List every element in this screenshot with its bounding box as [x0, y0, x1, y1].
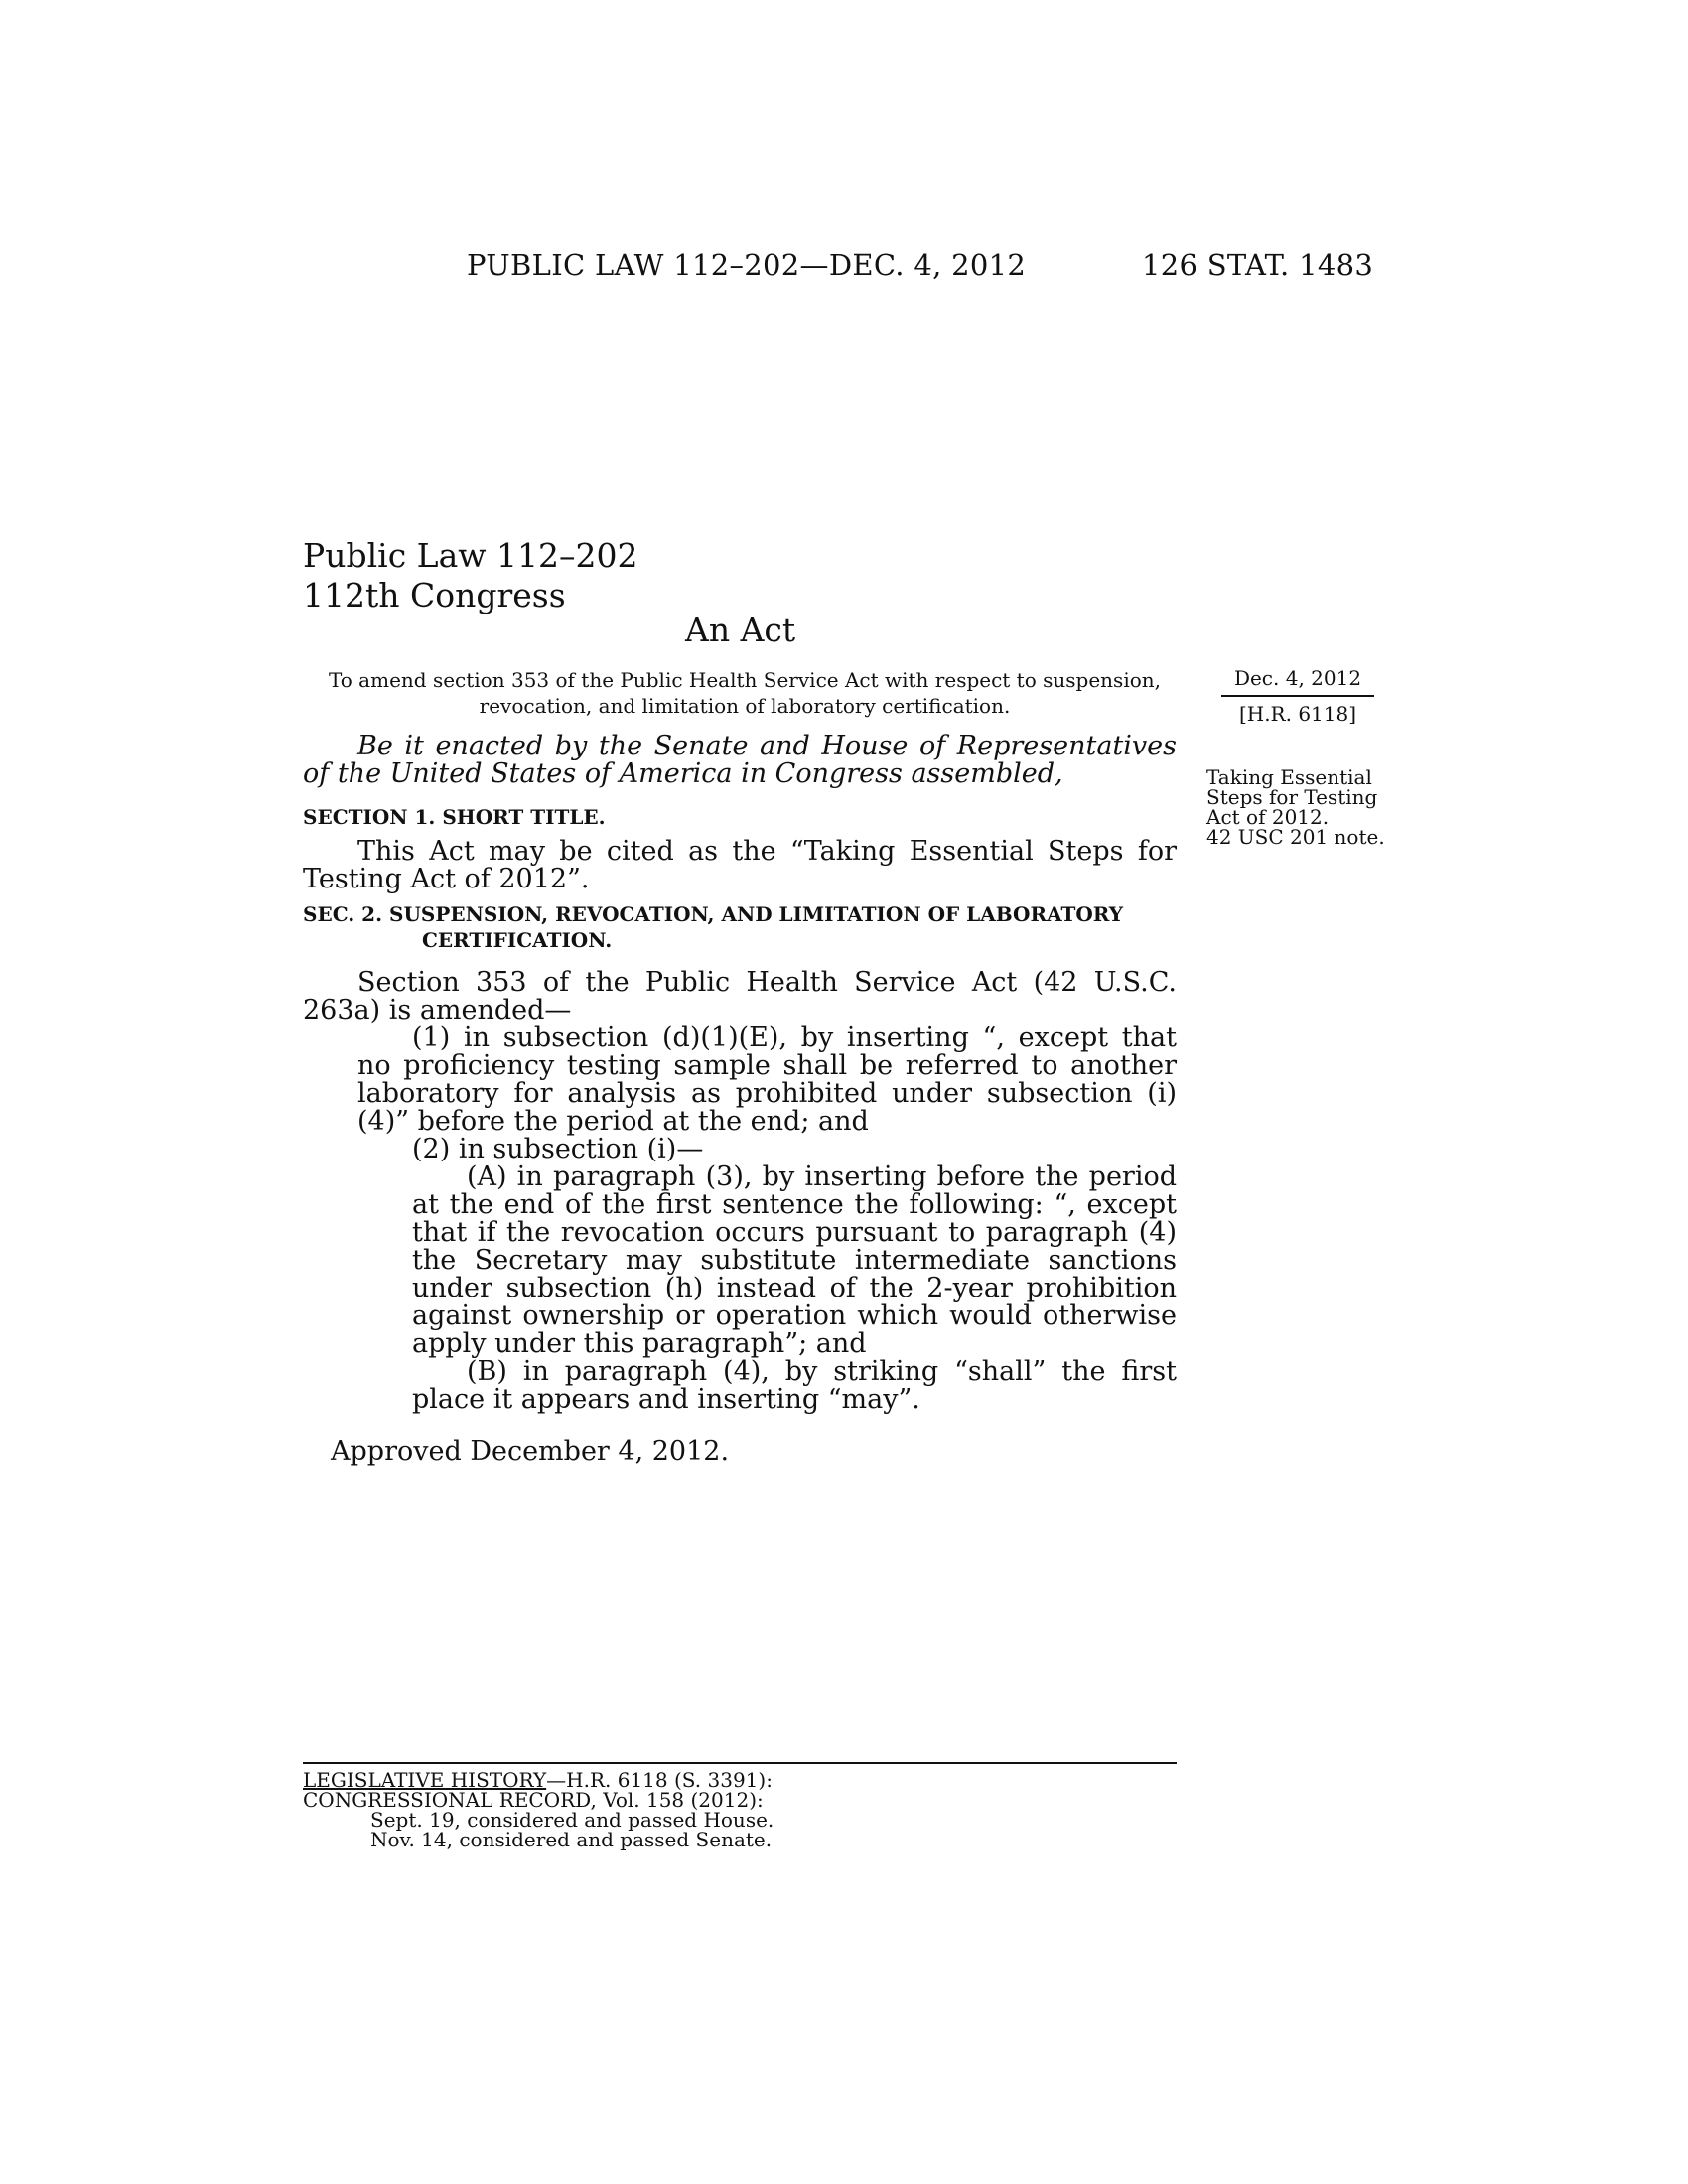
act-body: [303, 733, 1177, 1414]
footer-rule: [303, 1762, 1177, 1764]
legislative-history-heading: [303, 1770, 774, 1790]
margin-note: [1206, 767, 1395, 847]
section-1-heading: SECTION 1. SHORT TITLE.: [303, 805, 606, 829]
subparagraph-b: (B) in paragraph (4), by striking “shall” the first place it appears and inserting “may”.: [412, 1356, 1177, 1415]
paragraph-1: (1) in subsection (d)(1)(E), by inserting “, except that no proficiency testing sample shall be referred to another laboratory for analysis as prohibited under subsection (i)(4)” before the period at the end; and: [357, 1023, 1177, 1137]
purpose-line-2: revocation, and limitation of laboratory certification.: [479, 694, 1011, 718]
act-purpose: [323, 667, 1167, 719]
margin-note-line: Act of 2012.: [1206, 805, 1330, 829]
margin-date-block: [1221, 665, 1374, 727]
history-action: Nov. 14, considered and passed Senate.: [370, 1828, 773, 1851]
history-action: Sept. 19, considered and passed House.: [370, 1808, 774, 1832]
bill-reference: —H.R. 6118 (S. 3391):: [546, 1768, 773, 1792]
public-law-number: Public Law 112–202: [303, 536, 638, 575]
margin-note-line: Taking Essential: [1206, 765, 1372, 789]
running-head: PUBLIC LAW 112–202—DEC. 4, 2012: [467, 248, 1027, 282]
congress-number: 112th Congress: [303, 576, 566, 614]
margin-note-line: Steps for Testing: [1206, 785, 1378, 809]
paragraph-2: (2) in subsection (i)—: [412, 1134, 704, 1164]
legislative-history: [303, 1770, 774, 1849]
enacting-clause: Be it enacted by the Senate and House of Representatives of the United States of America in Congress assembled,: [303, 731, 1177, 789]
enactment-date: Dec. 4, 2012: [1233, 666, 1362, 690]
subparagraph-a: (A) in paragraph (3), by inserting before the period at the end of the first sentence the following: “, except that if the revocation occurs pursuant to paragraph (4) the Secretary may substitute intermediate sanctions under subsection (h) instead of the 2-year prohibition against ownership or operation which would otherwise apply under this paragraph”; and: [412, 1161, 1177, 1359]
section-2-heading: SEC. 2. SUSPENSION, REVOCATION, AND LIMITATION OF LABORATORY CERTIFICATION.: [303, 902, 1124, 952]
margin-note-line: 42 USC 201 note.: [1206, 825, 1385, 849]
congressional-record: CONGRESSIONAL RECORD, Vol. 158 (2012):: [303, 1788, 764, 1812]
section-2-intro: Section 353 of the Public Health Service Act (42 U.S.C. 263a) is amended—: [303, 967, 1177, 1025]
law-designation: [303, 536, 637, 615]
approval-date: Approved December 4, 2012.: [331, 1436, 730, 1467]
purpose-line-1: To amend section 353 of the Public Health Service Act with respect to suspension,: [329, 668, 1161, 692]
section-1-text: This Act may be cited as the “Taking Essential Steps for Testing Act of 2012”.: [303, 836, 1177, 894]
bill-number: [H.R. 6118]: [1238, 702, 1357, 726]
statute-page-reference: 126 STAT. 1483: [1142, 248, 1374, 282]
margin-rule: [1221, 695, 1374, 697]
legislative-history-label: LEGISLATIVE HISTORY: [303, 1768, 547, 1792]
act-heading: An Act: [685, 611, 796, 649]
